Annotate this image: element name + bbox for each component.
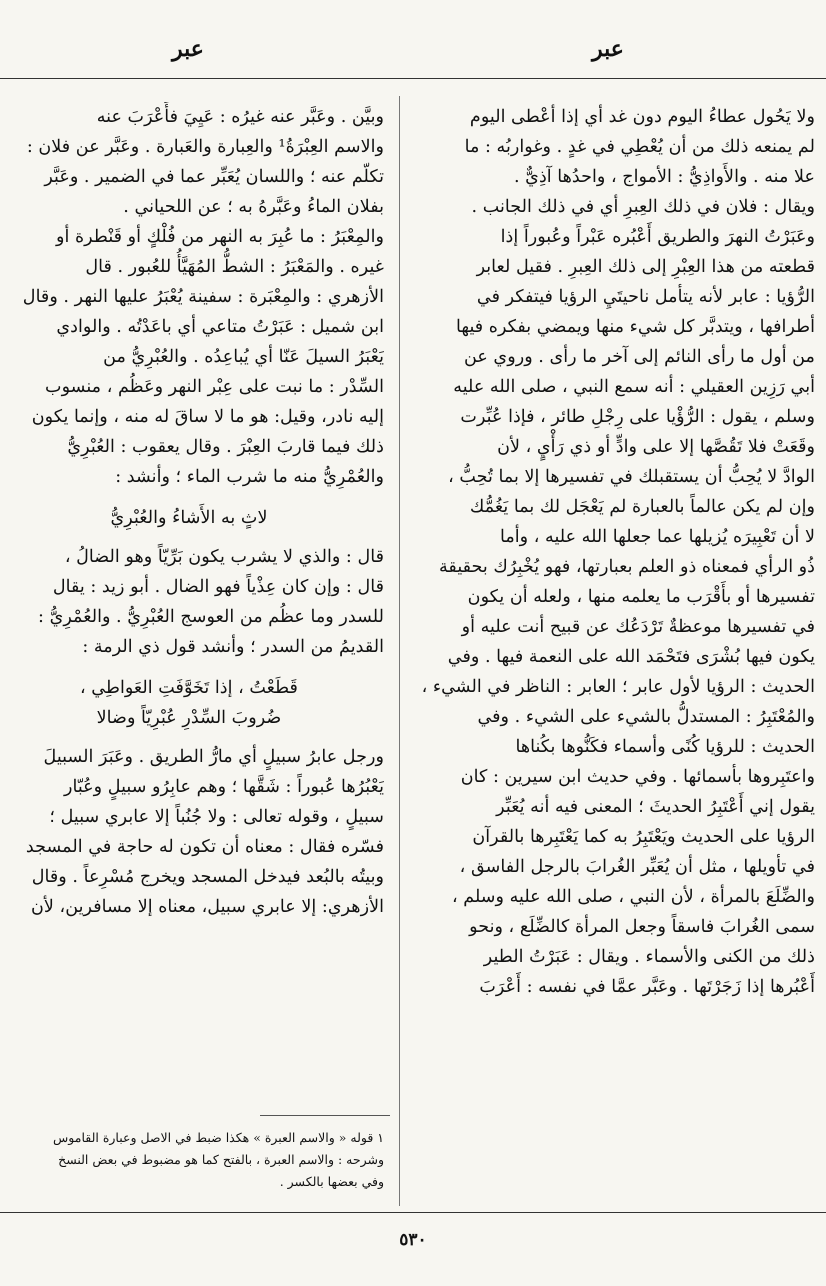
right-text-column	[405, 102, 815, 1002]
text-line: يَعْبُرُها عُبوراً : شَقَّها ؛ وهم عابِرُو سبيلٍ وعُبّار	[64, 777, 384, 797]
text-line: الحديث : للرؤيا كُنًى وأسماء فكَنُّوها بكُناها	[515, 737, 815, 757]
text-line: غيره . والمَعْبَرُ : الشطُّ المُهَيَّأُ للعُبور . قال	[85, 257, 384, 277]
page-number: ٥٣٠	[399, 1230, 427, 1250]
text-line: تكلّم عنه ؛ واللسان يُعَبِّر عما في الضمير . وعَبَّر	[44, 167, 384, 187]
footnote-rule	[260, 1115, 390, 1116]
text-line: فسّره فقال : معناه أن تكون له حاجة في المسجد	[25, 837, 384, 857]
text-line: لم يمنعه ذلك من أن يُعْطِي في غدٍ . وغواربُه : ما	[464, 137, 815, 157]
footer-rule	[0, 1212, 826, 1213]
text-line: بفلان الماءُ وعَبَّرهُ به ؛ عن اللحياني .	[123, 197, 384, 217]
text-line: سمى الغُرابَ فاسقاً وجعل المرأة كالضِّلَع ، ونحو	[469, 917, 815, 937]
column-divider	[399, 96, 400, 1206]
text-line: تفسيرها أو بأَقْرَب ما يعلمه منها ، ولعله أن يكون	[467, 587, 815, 607]
text-line: السِّدْر : ما نبت على عِبْر النهر وعَظُم ، منسوب	[45, 377, 384, 397]
text-line: الرؤيا على الحديث ويَعْتَبِرُ به كما يَعْتَبِرها بالقرآن	[472, 827, 815, 847]
text-line: والمُعْتَبِرُ : المستدلُّ بالشيء على الشيء . وفي	[477, 707, 815, 727]
text-line: والمِعْبَرُ : ما عُبِرَ به النهر من فُلْكٍ أو قَنْطرة أو	[55, 227, 384, 247]
text-line: وبيَّن . وعَبَّر عنه غيرُه : عَيِيَ فأَعْرَبَ عنه	[96, 107, 384, 127]
text-line: ويقال : فلان في ذلك العِبرِ أي في ذلك الجانب .	[471, 197, 815, 217]
text-line: ابن شميل : عَبَرْتُ متاعي أي باعَدْتُه . والوادي	[56, 317, 384, 337]
text-line: والاسم العِبْرَةُ¹ والعِبارة والعَبارة . وعَبَّر عن فلان :	[26, 137, 384, 157]
text-line: قال : والذي لا يشرب يكون بَرِّيّاً وهو الضالُ ،	[64, 547, 384, 567]
text-line: علا منه . والأَواذِيُّ : الأمواج ، واحدُها آذِيٌّ .	[513, 167, 815, 187]
footnote-line: وفي بعضها بالكسر .	[279, 1174, 384, 1189]
text-line: لا أن تَعْبِيرَه يُزيلها عما جعلها الله عليه ، وأما	[499, 527, 815, 547]
text-line: الأزهري: إلا عابري سبيل، معناه إلا مسافرين، لأن	[30, 897, 384, 917]
text-line: قال : وإن كان عِذْياً فهو الضال . أبو زيد : يقال	[52, 577, 384, 597]
text-line: والضِّلَعَ بالمرأة ، لأن النبي ، صلى الله عليه وسلم ،	[451, 887, 815, 907]
running-header-right: عبر	[592, 36, 624, 62]
text-line: من أول ما رأى النائم إلى آخر ما رأى . وروي عن	[463, 347, 815, 367]
text-line: في تفسيرها موعظةٌ تَرْدَعُك عن قبيح أنت عليه أو	[461, 617, 815, 637]
header-rule	[0, 78, 826, 79]
text-line: في تأويلها ، مثل أن يُعَبِّر الغُرابَ بالرجل الفاسق ،	[459, 857, 815, 877]
text-line: أبي رَزِين العقيلي : أنه سمع النبي ، صلى الله عليه	[453, 377, 815, 397]
text-line: للسدر وما عظُم من العوسج العُبْرِيُّ . والعُمْرِيُّ :	[38, 607, 384, 627]
text-line: الوادَّ لا يُحِبُّ أن يستقبلك في تفسيرها إلا بما تُحِبُّ ،	[448, 467, 815, 487]
text-line: وسلم ، يقول : الرُّؤْيا على رِجْلِ طائر ، فإذا عُبِّرت	[460, 407, 815, 427]
text-line: ذلك فيما قاربَ العِبْرَ . وقال يعقوب : العُبْرِيُّ	[67, 437, 384, 457]
verse-line: لاثٍ به الأَشاءُ والعُبْرِيُّ	[110, 508, 268, 528]
text-line: سبيلٍ ، وقوله تعالى : ولا جُنُباً إلا عابري سبيل ؛	[49, 807, 384, 827]
left-text-column	[0, 102, 384, 922]
text-line: وعَبَرْتُ النهرَ والطريق أَعْبُره عَبْراً وعُبوراً إذا	[500, 227, 815, 247]
verse-line: ضُروبَ السِّدْرِ عُبْرِيّاً وضالا	[96, 708, 282, 728]
text-line: يَعْبَرُ السيلَ عَنّا أي يُباعِدُه . والعُبْرِيُّ من	[103, 347, 384, 367]
text-line: ورجل عابرُ سبيلٍ أي مارُّ الطريق . وعَبَرَ السبيلَ	[43, 747, 384, 767]
text-line: ذلك من الكنى والأسماء . ويقال : عَبَرْتُ الطير	[483, 947, 815, 967]
text-line: إليه نادر، وقيل: هو ما لا ساقَ له منه ، وإنما يكون	[31, 407, 384, 427]
text-line: ذُو الرأي فمعناه ذو العلم بعبارتها، فهو يُخْبِرُك بحقيقة	[438, 557, 815, 577]
running-header-left: عبر	[172, 36, 204, 62]
text-line: الحديث : الرؤيا لأول عابر ؛ العابر : الناظر في الشيء ،	[421, 677, 815, 697]
text-line: قطعته من هذا العِبْرِ إلى ذلك العِبرِ . فقيل لعابر	[476, 257, 815, 277]
text-line: والعُمْرِيُّ منه ما شرب الماء ؛ وأنشد :	[115, 467, 384, 487]
text-line: أَعْبُرها إذا زَجَرْتَها . وعَبَّر عمَّا في نفسه : أَعْرَبَ	[479, 977, 815, 997]
text-line: يقول إني أَعْتَبِرُ الحديثَ ؛ المعنى فيه أنه يُعَبِّر	[496, 797, 815, 817]
text-line: القديمُ من السدر ؛ وأنشد قول ذي الرمة :	[82, 637, 384, 657]
footnote-line: ١ قوله « والاسم العبرة » هكذا ضبط في الاصل وعبارة القاموس	[53, 1130, 384, 1145]
text-line: وإن لم يكن عالماً بالعبارة لم يَعْجَل لك بما يَغُمُّك	[469, 497, 815, 517]
text-line: وقَعَتْ فلا تَقُصَّها إلا على وادٍّ أو ذي رَأْيٍ ، لأن	[497, 437, 815, 457]
text-line: وبيتُه بالبُعد فيدخل المسجد ويخرج مُسْرِعاً . وقال	[31, 867, 384, 887]
footnotes	[0, 1127, 384, 1193]
text-line: يكون فيها بُشْرَى فتَحْمَد الله على النعمة فيها . وفي	[447, 647, 815, 667]
verse-line: قَطَعْتُ ، إذا تَخَوَّفَتِ العَواطِي ،	[80, 678, 298, 698]
text-line: الأزهري : والمِعْبَرة : سفينة يُعْبَرُ عليها النهر . وقال	[22, 287, 384, 307]
footnote-line: وشرحه : والاسم العبرة ، بالفتح كما هو مضبوط في بعض النسخ	[58, 1152, 384, 1167]
text-line: ولا يَحُول عطاءُ اليوم دون غد أي إذا أعْطى اليوم	[469, 107, 815, 127]
text-line: واعتَبِروها بأسمائها . وفي حديث ابن سيرين : كان	[460, 767, 815, 787]
text-line: الرُّؤيا : عابر لأنه يتأمل ناحيتَيِ الرؤيا فيتفكر في	[476, 287, 815, 307]
text-line: أطرافها ، ويتدبَّر كل شيء منها ويمضي بفكره فيها	[455, 317, 815, 337]
